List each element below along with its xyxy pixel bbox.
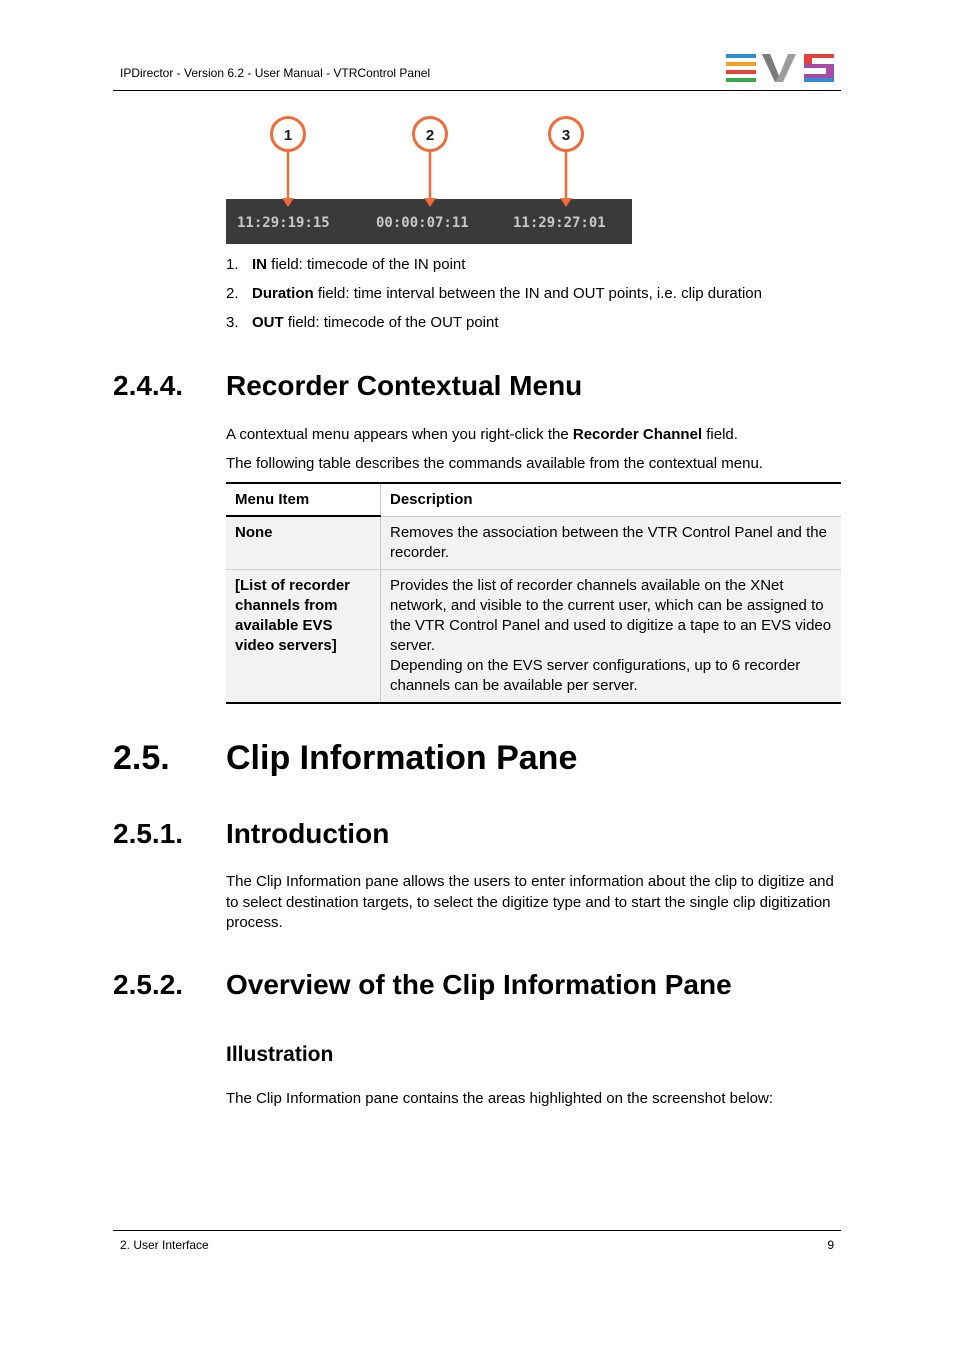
list-text: field: time interval between the IN and OUT points, i.e. clip duration	[313, 285, 762, 302]
description-text: Provides the list of recorder channels available on the XNet network, and visible to the current user, which can be assigned to the VTR Control Panel and used to digitize a tape to an EVS video server.	[390, 576, 832, 654]
duration-timecode: 00:00:07:11	[376, 215, 469, 231]
list-number: 3.	[226, 314, 239, 331]
introduction-paragraph: The Clip Information pane allows the users to enter information about the clip to digitize and to select destination targets, to select the digitize type and to start the single clip digitization process.	[226, 873, 834, 931]
intro-text: A contextual menu appears when you right-click the	[226, 426, 573, 443]
section-heading-2-5	[0, 739, 954, 781]
menu-item-cell: None	[226, 516, 381, 569]
list-item	[226, 314, 499, 331]
section-title: Introduction	[226, 818, 390, 849]
callout-number: 3	[561, 127, 571, 144]
section-number: 2.4.4.	[113, 370, 184, 401]
table-header-row	[226, 483, 841, 516]
callout-3	[550, 118, 583, 208]
header-rule	[113, 90, 841, 91]
column-header-description: Description	[381, 483, 842, 516]
section-number: 2.5.2.	[113, 969, 184, 1000]
menu-item-cell: [List of recorder channels from available EVS video servers]	[226, 569, 381, 703]
list-term: OUT	[252, 314, 284, 331]
list-text: field: timecode of the OUT point	[283, 314, 499, 331]
table-row	[226, 516, 841, 569]
evs-logo	[726, 54, 834, 82]
column-header-menu-item: Menu Item	[226, 483, 381, 516]
table-row	[226, 569, 841, 703]
intro-bold-term: Recorder Channel	[572, 426, 703, 443]
callout-number: 2	[425, 127, 435, 144]
intro-text-end: field.	[702, 426, 738, 443]
callout-number: 1	[283, 127, 293, 144]
timecode-figure	[226, 112, 632, 246]
description-text: Depending on the EVS server configurations, up to 6 recorder channels can be available per server.	[390, 656, 801, 694]
description-cell	[381, 569, 842, 703]
list-item	[226, 285, 762, 302]
table-intro: The following table describes the commands available from the contextual menu.	[226, 455, 763, 472]
subheading-illustration: Illustration	[226, 1043, 334, 1066]
list-item	[226, 256, 465, 273]
section-title: Overview of the Clip Information Pane	[226, 969, 732, 1000]
running-header: IPDirector - Version 6.2 - User Manual - VTRControl Panel	[120, 66, 431, 80]
list-term: Duration	[252, 285, 314, 302]
contextual-menu-intro	[226, 425, 841, 446]
list-text: field: timecode of the IN point	[267, 256, 466, 273]
section-heading-2-5-2	[0, 969, 954, 1005]
out-timecode: 11:29:27:01	[513, 215, 606, 231]
in-timecode: 11:29:19:15	[237, 215, 330, 231]
section-heading-2-4-4	[0, 370, 954, 406]
page-number: 9	[827, 1238, 834, 1252]
list-number: 1.	[226, 256, 239, 273]
section-title: Clip Information Pane	[226, 739, 578, 777]
illustration-paragraph: The Clip Information pane contains the areas highlighted on the screenshot below:	[226, 1090, 774, 1107]
footer-rule	[113, 1230, 841, 1231]
list-number: 2.	[226, 285, 239, 302]
contextual-menu-table	[226, 482, 841, 704]
section-number: 2.5.1.	[113, 818, 184, 849]
section-title: Recorder Contextual Menu	[226, 370, 583, 401]
callout-2	[414, 118, 447, 208]
description-cell: Removes the association between the VTR Control Panel and the recorder.	[381, 516, 842, 569]
section-heading-2-5-1	[0, 818, 954, 854]
section-number: 2.5.	[113, 739, 170, 777]
callout-1	[272, 118, 305, 208]
footer-chapter: 2. User Interface	[120, 1238, 209, 1252]
list-term: IN	[252, 256, 267, 273]
